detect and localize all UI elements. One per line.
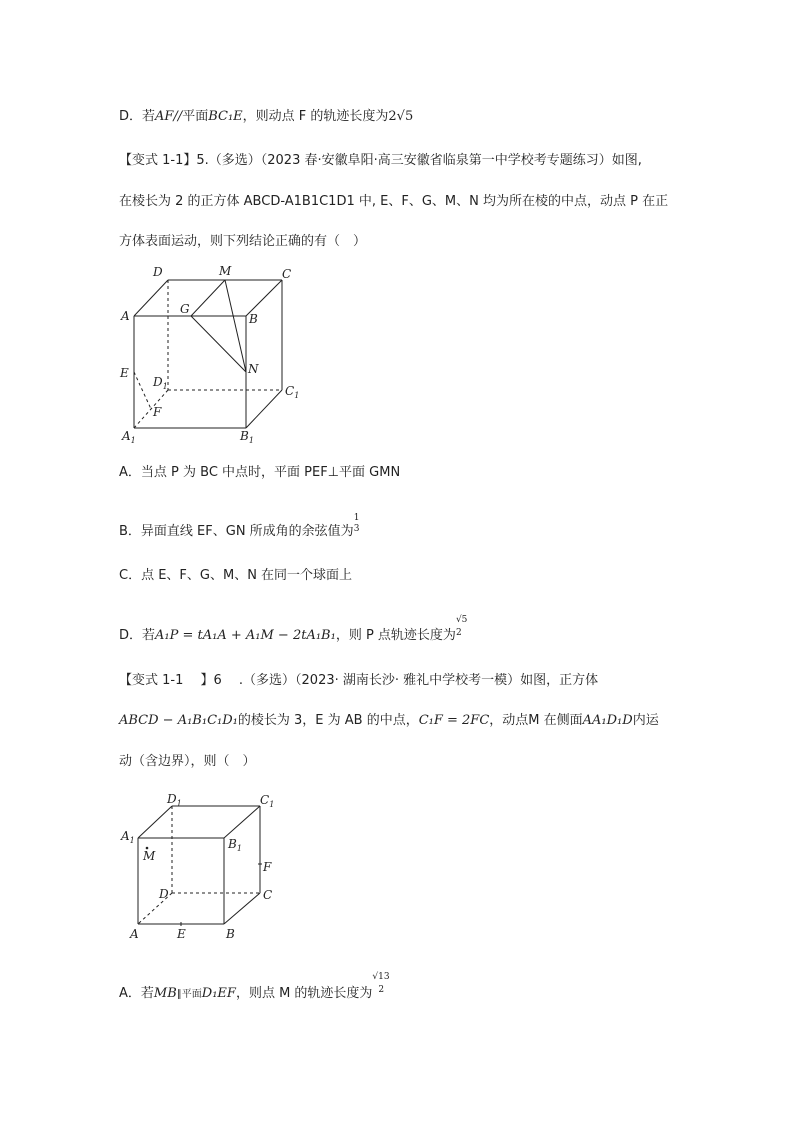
variant-5-header-line-3: 方体表面运动，则下列结论正确的有（ ） [119,234,367,249]
label-a1: $A_1$ [121,829,135,845]
label-a1: $A_1$ [122,429,136,445]
variant-6-header-line-1: 【变式 1-1 】6 .（多选）（2023· 湖南长沙· 雅礼中学校考一模）如图，正方体 [119,673,599,688]
label-d: D [153,265,163,279]
label-c1: $C_1$ [285,384,300,400]
label-b: B [249,312,258,326]
label-a: A [121,309,130,323]
option-a: A．当点 P 为 BC 中点时，平面 PEF⊥平面 GMN [119,465,401,480]
label-b1: $B_1$ [228,837,242,853]
label-e: E [177,927,186,941]
variant-5-header-line-2: 在棱长为 2 的正方体 ABCD-A1B1C1D1 中, E、F、G、M、N 均为所在棱的中点，动点 P 在正 [119,194,669,209]
label-c: C [282,267,292,281]
label-m: M [143,849,156,863]
label-c1: $C_1$ [260,793,275,809]
variant-6-header-line-3: 动（含边界），则（ ） [119,754,256,769]
fraction-sqrt13-over-2: √13 2 [372,972,390,995]
label-m: M [219,264,232,278]
label-d1: $D_1$ [167,792,182,808]
label-d: D [159,887,169,901]
label-e: E [120,366,129,380]
option-d: D．若A₁P = tA₁A + A₁M − 2tA₁B₁，则 P 点轨迹长度为 √5 2 [119,626,472,646]
label-b1: $B_1$ [240,429,254,445]
label-f: F [153,405,162,419]
option-c: C．点 E、F、G、M、N 在同一个球面上 [119,568,353,583]
variant-5-header-line-1: 【变式 1-1】5.（多选）（2023 春·安徽阜阳·高三安徽省临泉第一中学校考专题练习）如图, [119,153,642,168]
label-d1: $D_1$ [153,375,168,391]
fraction-one-third: 1 3 [353,513,360,534]
label-f: F [263,860,272,874]
variant-6-option-a: A．若MB∥平面D₁EF，则点 M 的轨迹长度为 √13 2 [119,984,392,1005]
fraction-sqrt5-over-2: √5 2 [455,615,468,638]
option-d-line-1: D．若AF//平面BC₁E，则动点 F 的轨迹长度为2√5 [119,109,414,124]
label-a: A [130,927,139,941]
label-c: C [263,888,273,902]
label-n: N [248,362,259,376]
label-g: G [180,302,190,316]
label-b: B [226,927,235,941]
variant-6-header-line-2: ABCD − A₁B₁C₁D₁的棱长为 3，E 为 AB 的中点，C₁F = 2FC，动点M 在侧面AA₁D₁D内运 [119,713,659,728]
option-b: B．异面直线 EF、GN 所成角的余弦值为 1 3 [119,522,368,542]
